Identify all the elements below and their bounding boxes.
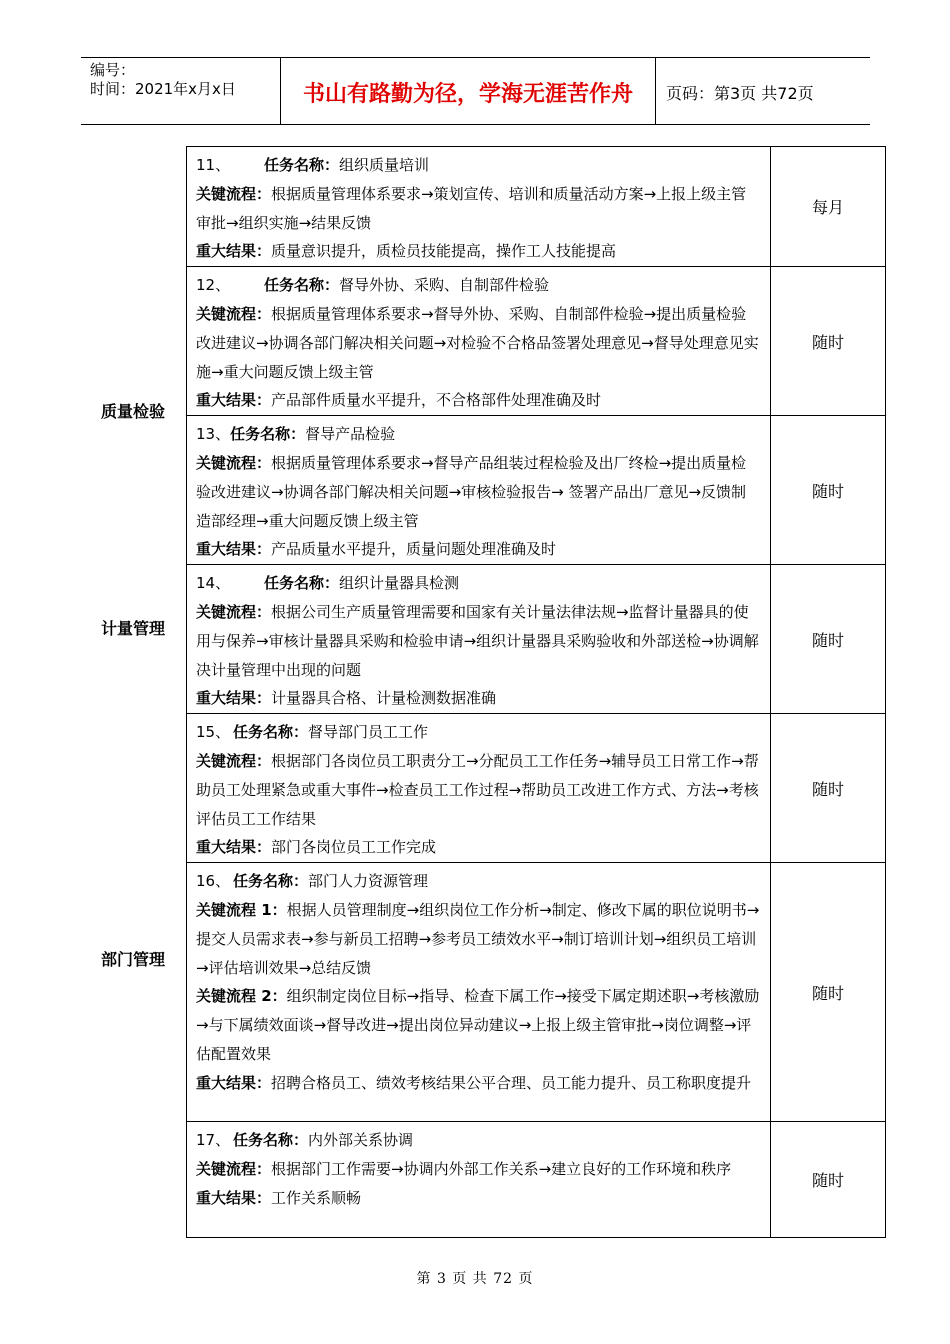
major-result: 计量器具合格、计量检测数据准确 bbox=[271, 689, 497, 708]
major-result: 工作关系顺畅 bbox=[271, 1188, 362, 1207]
task-cell bbox=[187, 714, 771, 863]
major-result-label: 重大结果： bbox=[196, 1073, 272, 1092]
table-row bbox=[187, 565, 886, 714]
table-row bbox=[187, 714, 886, 863]
key-flow: 根据部门各岗位员工职责分工→分配员工工作任务→辅导员工日常工作→帮助员工处理紧急或重大事件→检查员工工作过程→帮助员工改进工作方式、方法→考核评估员工工作结果 bbox=[196, 751, 759, 828]
task-name-label: 任务名称： bbox=[264, 574, 340, 593]
major-result-label: 重大结果： bbox=[196, 540, 272, 559]
key-flow-label: 关键流程： bbox=[196, 751, 272, 770]
frequency-cell: 随时 bbox=[771, 267, 886, 416]
header-meta bbox=[81, 58, 281, 124]
task-cell bbox=[187, 267, 771, 416]
key-flow-label: 关键流程： bbox=[196, 304, 272, 323]
frequency-cell: 随时 bbox=[771, 863, 886, 1122]
header-page-info: 页码：第3页 共72页 bbox=[666, 83, 814, 103]
key-flow-label: 关键流程： bbox=[196, 1159, 272, 1178]
time-label: 时间：2021年x月x日 bbox=[90, 80, 236, 98]
major-result: 部门各岗位员工工作完成 bbox=[271, 838, 437, 857]
major-result-label: 重大结果： bbox=[196, 1188, 272, 1207]
table-row bbox=[187, 416, 886, 565]
task-number: 16、 bbox=[196, 872, 231, 891]
major-result-label: 重大结果： bbox=[196, 838, 272, 857]
task-number: 12、 bbox=[196, 276, 231, 295]
task-name: 部门人力资源管理 bbox=[308, 872, 429, 891]
frequency-cell: 随时 bbox=[771, 416, 886, 565]
major-result: 招聘合格员工、绩效考核结果公平合理、员工能力提升、员工称职度提升 bbox=[271, 1073, 752, 1092]
task-number: 15、 bbox=[196, 723, 231, 742]
key-flow-1: 根据人员管理制度→组织岗位工作分析→制定、修改下属的职位说明书→提交人员需求表→参与新员工招聘→参考员工绩效水平→制订培训计划→组织员工培训→评估培训效果→总结反馈 bbox=[196, 900, 760, 977]
frequency-cell: 每月 bbox=[771, 147, 886, 267]
frequency-cell: 随时 bbox=[771, 565, 886, 714]
key-flow-label: 关键流程： bbox=[196, 453, 272, 472]
task-name-label: 任务名称： bbox=[264, 276, 340, 295]
task-cell bbox=[187, 416, 771, 565]
task-cell bbox=[187, 565, 771, 714]
category-quality: 质量检验 bbox=[100, 402, 165, 421]
major-result: 质量意识提升，质检员技能提高，操作工人技能提高 bbox=[271, 242, 617, 261]
major-result-label: 重大结果： bbox=[196, 689, 272, 708]
task-cell bbox=[187, 147, 771, 267]
task-name-label: 任务名称： bbox=[233, 723, 309, 742]
task-name: 督导产品检验 bbox=[305, 425, 396, 444]
category-measure: 计量管理 bbox=[100, 619, 165, 638]
major-result: 产品质量水平提升，质量问题处理准确及时 bbox=[271, 540, 557, 559]
task-cell bbox=[187, 1122, 771, 1238]
major-result-label: 重大结果： bbox=[196, 242, 272, 261]
key-flow: 根据质量管理体系要求→策划宣传、培训和质量活动方案→上报上级主管审批→组织实施→结果反馈 bbox=[196, 184, 747, 232]
task-name: 督导外协、采购、自制部件检验 bbox=[339, 276, 550, 295]
category-department: 部门管理 bbox=[100, 950, 165, 969]
task-number: 13、 bbox=[196, 425, 231, 444]
key-flow-2-label: 关键流程 2： bbox=[196, 987, 287, 1006]
table-row bbox=[187, 1122, 886, 1238]
key-flow: 根据部门工作需要→协调内外部工作关系→建立良好的工作环境和秩序 bbox=[271, 1159, 732, 1178]
key-flow: 根据质量管理体系要求→督导外协、采购、自制部件检验→提出质量检验改进建议→协调各部门解决相关问题→对检验不合格品签署处理意见→督导处理意见实施→重大问题反馈上级主管 bbox=[196, 304, 759, 381]
key-flow: 根据质量管理体系要求→督导产品组装过程检验及出厂终检→提出质量检验改进建议→协调各部门解决相关问题→审核检验报告→ 签署产品出厂意见→反馈制造部经理→重大问题反馈上级主管 bbox=[196, 453, 747, 530]
table-row bbox=[187, 863, 886, 1122]
major-result: 产品部件质量水平提升，不合格部件处理准确及时 bbox=[271, 391, 602, 410]
frequency-cell: 随时 bbox=[771, 714, 886, 863]
key-flow-1-label: 关键流程 1： bbox=[196, 900, 287, 919]
key-flow-label: 关键流程： bbox=[196, 184, 272, 203]
task-name-label: 任务名称： bbox=[264, 156, 340, 174]
task-name-label: 任务名称： bbox=[233, 1131, 309, 1150]
serial-label: 编号： bbox=[90, 61, 136, 79]
task-table bbox=[186, 146, 886, 1238]
task-number: 17、 bbox=[196, 1131, 231, 1150]
key-flow: 根据公司生产质量管理需要和国家有关计量法律法规→监督计量器具的使用与保养→审核计量器具采购和检验申请→组织计量器具采购验收和外部送检→协调解决计量管理中出现的问题 bbox=[196, 602, 759, 679]
page-footer: 第 3 页 共 72 页 bbox=[416, 1271, 534, 1287]
major-result-label: 重大结果： bbox=[196, 391, 272, 410]
key-flow-label: 关键流程： bbox=[196, 602, 272, 621]
table-row bbox=[187, 147, 886, 267]
task-name: 内外部关系协调 bbox=[308, 1131, 414, 1150]
header-slogan: 书山有路勤为径，学海无涯苦作舟 bbox=[281, 58, 656, 124]
task-name-label: 任务名称： bbox=[230, 425, 306, 444]
frequency-cell: 随时 bbox=[771, 1122, 886, 1238]
key-flow-2: 组织制定岗位目标→指导、检查下属工作→接受下属定期述职→考核激励→与下属绩效面谈→督导改进→提出岗位异动建议→上报上级主管审批→岗位调整→评估配置效果 bbox=[196, 987, 760, 1063]
task-name: 组织计量器具检测 bbox=[339, 574, 460, 593]
task-name: 组织质量培训 bbox=[339, 156, 430, 174]
table-row bbox=[187, 267, 886, 416]
task-number: 11、 bbox=[196, 156, 231, 174]
task-cell bbox=[187, 863, 771, 1122]
page-header bbox=[81, 57, 870, 125]
task-number: 14、 bbox=[196, 574, 231, 593]
task-name-label: 任务名称： bbox=[233, 872, 309, 891]
task-name: 督导部门员工工作 bbox=[308, 723, 429, 742]
